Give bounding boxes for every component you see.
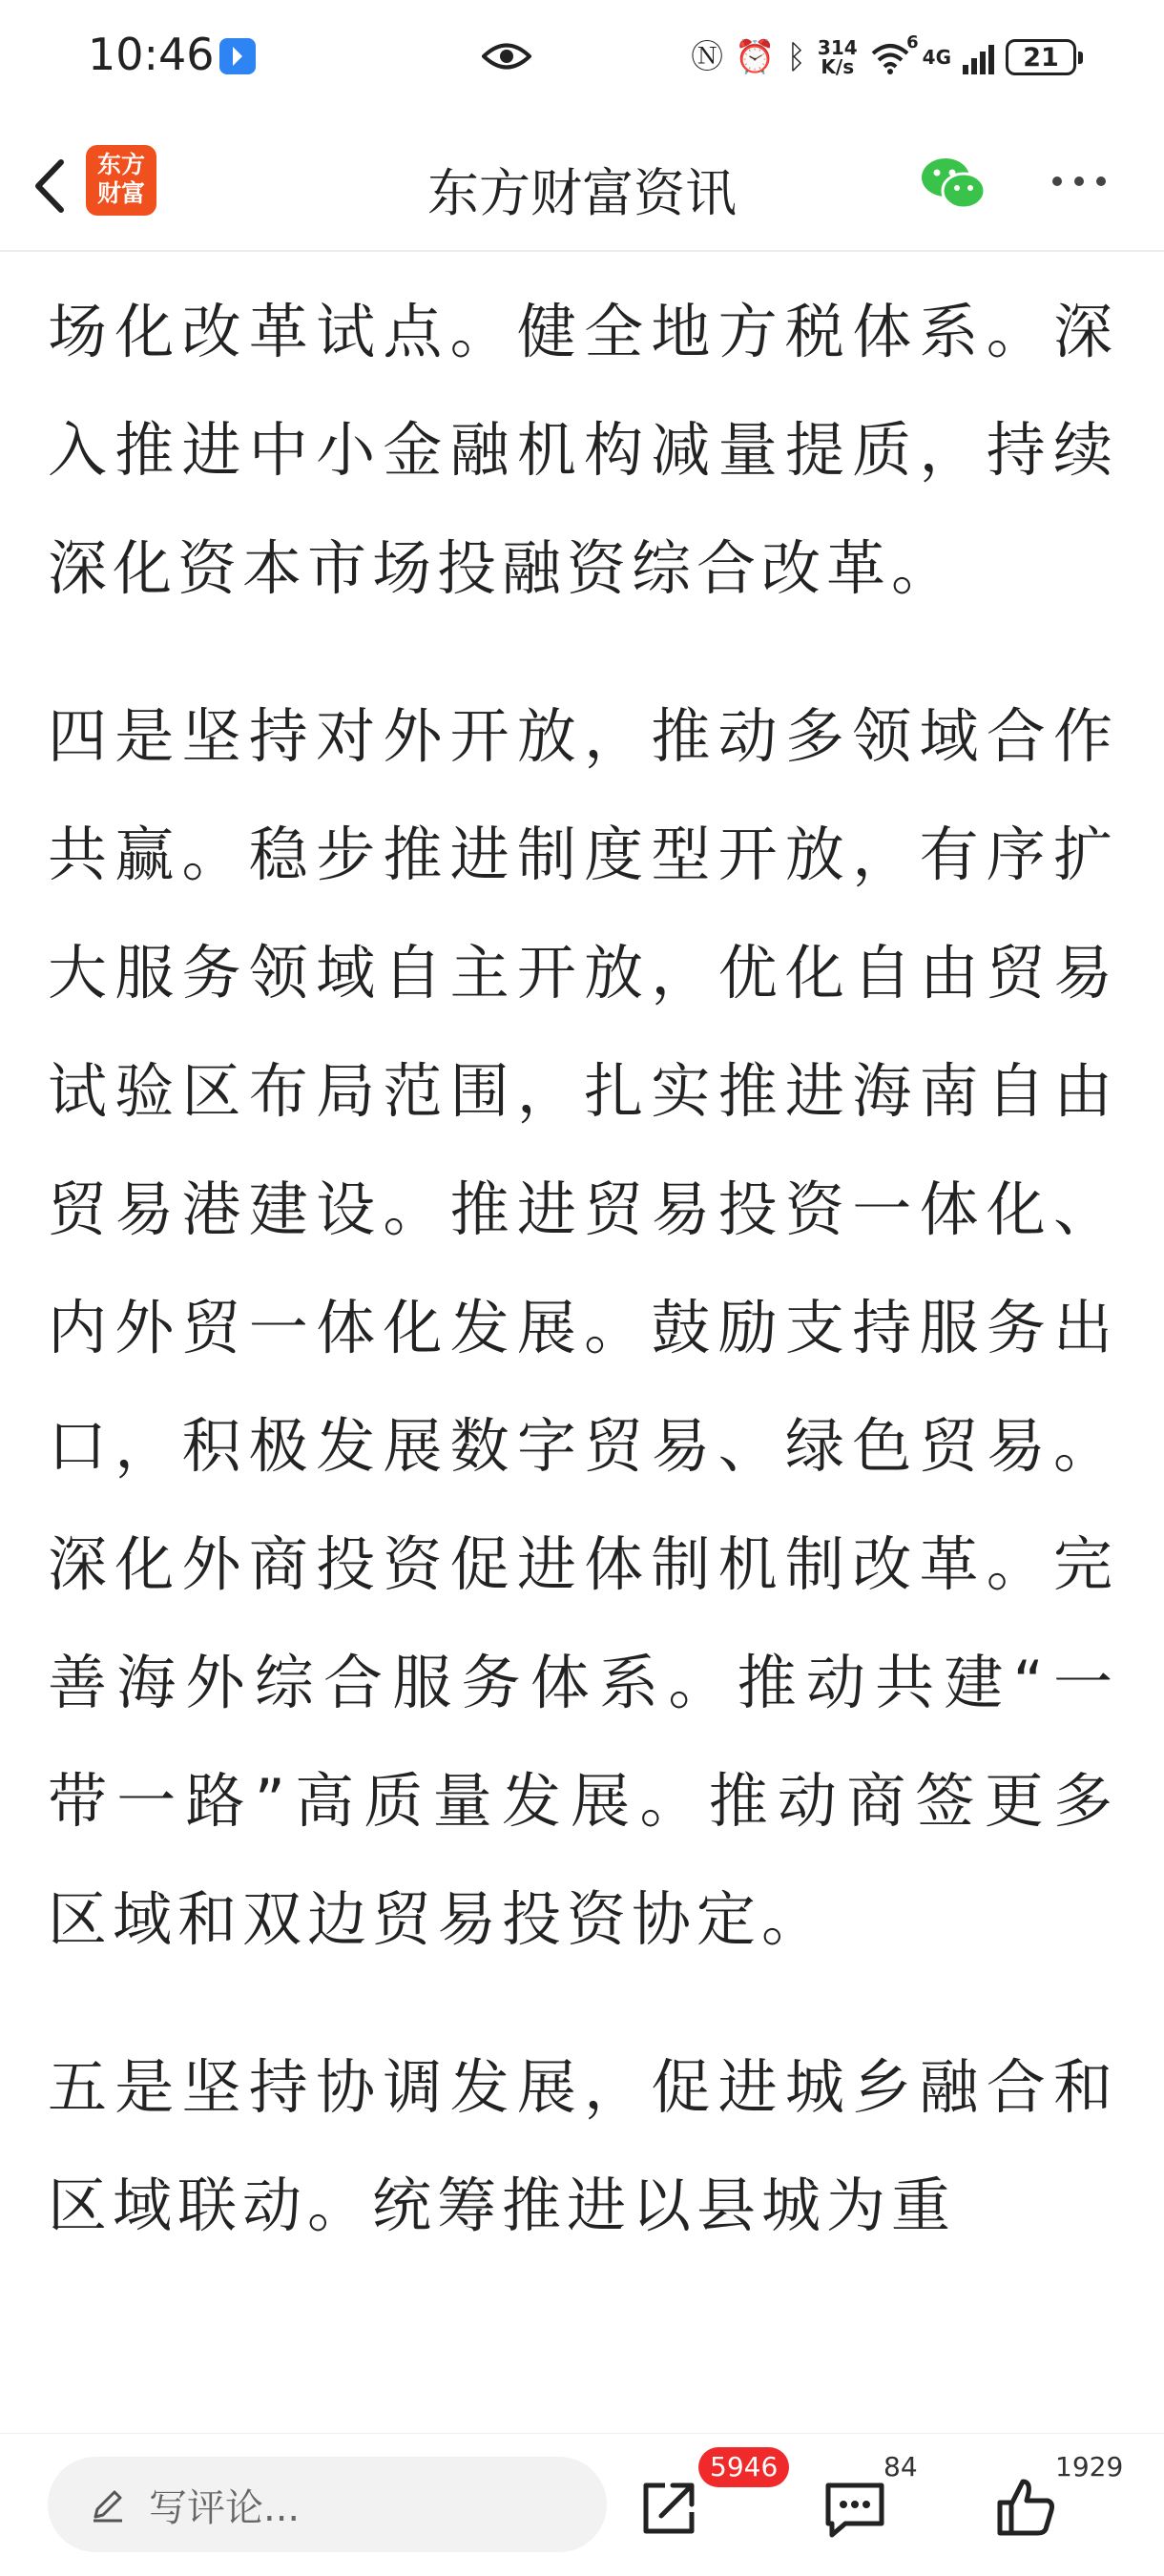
battery-icon [1006, 39, 1076, 75]
bottom-action-bar [0, 2433, 1164, 2576]
comment-input[interactable] [48, 2457, 607, 2552]
comment-count: 84 [883, 2451, 918, 2483]
status-bar [0, 0, 1164, 114]
comment-placeholder: 写评论... [149, 2485, 301, 2530]
eye-icon [482, 40, 531, 73]
thumbs-up-icon [992, 2474, 1061, 2543]
signal-icon [963, 40, 994, 74]
logo-line-1: 东方 [96, 151, 145, 178]
app-notification-icon [219, 38, 256, 74]
comment-icon [821, 2474, 889, 2543]
logo-line-2: 财富 [96, 179, 145, 207]
comments-button[interactable] [821, 2451, 925, 2558]
article-paragraph: 场化改革试点。健全地方税体系。深入推进中小金融机构减量提质，持续深化资本市场投融资综合改革。 [48, 297, 1118, 603]
share-count-badge: 5946 [698, 2447, 789, 2487]
article-paragraph: 四是坚持对外开放，推动多领域合作共赢。稳步推进制度型开放，有序扩大服务领域自主开放，优化自由贸易试验区布局范围，扎实推进海南自由贸易港建设。推进贸易投资一体化、内外贸一体化发展。鼓励支持服务出口，积极发展数字贸易、绿色贸易。深化外商投资促进体制机制改革。完善海外综合服务体系。推动共建“一带一路”高质量发展。推动商签更多区域和双边贸易投资协定。 [48, 701, 1118, 1954]
status-time: 10:46 [88, 29, 215, 80]
more-icon[interactable] [1050, 162, 1109, 200]
status-icons [691, 31, 1076, 84]
page-title: 东方财富资讯 [427, 163, 737, 223]
share-button[interactable] [634, 2451, 779, 2558]
net-speed-value: 314 [817, 36, 858, 59]
like-count: 1929 [1055, 2451, 1124, 2483]
pencil-icon [88, 2484, 128, 2524]
nfc-icon: Ⓝ [691, 38, 724, 76]
share-icon [634, 2474, 703, 2543]
bluetooth-icon: ᛒ [786, 38, 806, 76]
net-speed [818, 38, 858, 76]
alarm-icon: ⏰ [735, 38, 776, 76]
battery-level: 21 [1023, 42, 1059, 73]
article-header [0, 134, 1164, 248]
article-body[interactable] [0, 252, 1164, 2433]
article-paragraph: 五是坚持协调发展，促进城乡融合和区域联动。统筹推进以县城为重 [48, 2052, 1118, 2240]
wechat-share-icon[interactable] [919, 155, 987, 212]
like-button[interactable] [992, 2451, 1124, 2558]
wifi-icon [869, 32, 919, 74]
network-type: 4G [922, 46, 951, 69]
net-speed-unit: K/s [821, 55, 855, 78]
wifi-label: 6 [906, 32, 919, 52]
